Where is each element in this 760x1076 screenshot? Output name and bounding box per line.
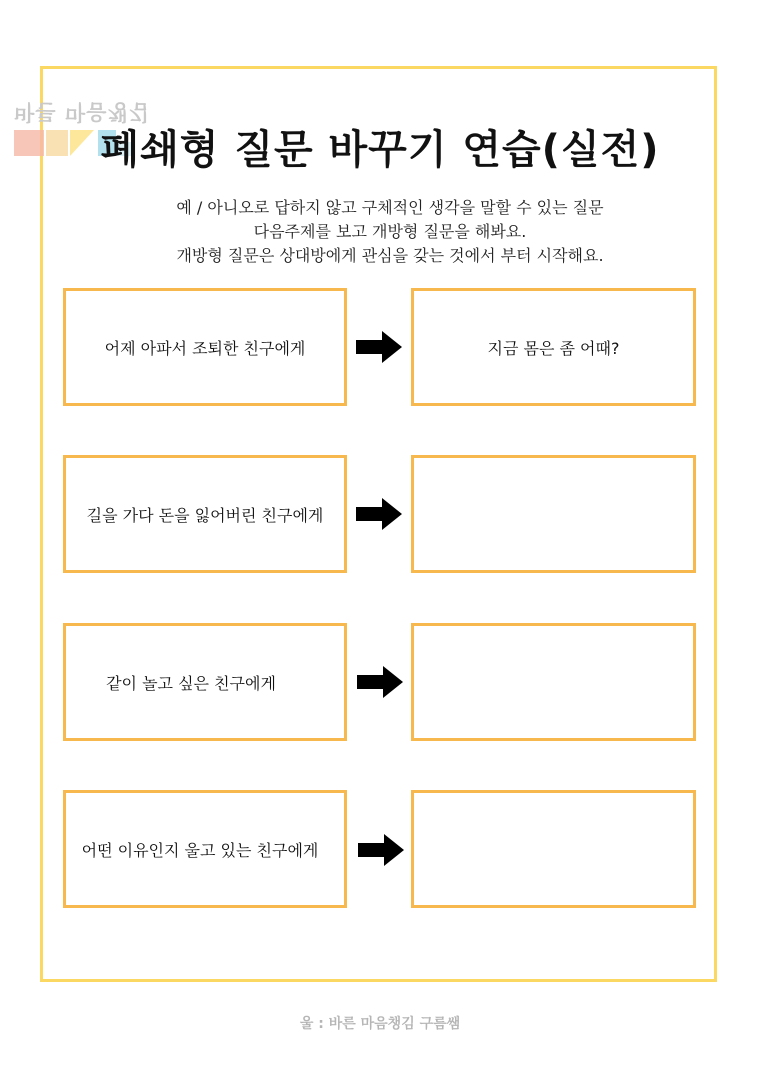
page-title: 폐쇄형 질문 바꾸기 연습(실전) (100, 127, 660, 173)
arrow-right-icon (357, 666, 403, 698)
prompt-box-3 (63, 623, 347, 741)
answer-box-3[interactable] (411, 623, 696, 741)
answer-box-4[interactable] (411, 790, 696, 908)
answer-text: 지금 몸은 좀 어때? (487, 338, 620, 358)
answer-box-1[interactable] (411, 288, 696, 406)
instruction-line-2: 다음주제를 보고 개방형 질문을 해봐요. (253, 222, 527, 241)
prompt-text: 같이 놀고 싶은 친구에게 (106, 673, 276, 693)
prompt-box-4 (63, 790, 347, 908)
arrow-right-icon (356, 498, 402, 530)
arrow-right-icon (356, 331, 402, 363)
prompt-box-2 (63, 455, 347, 573)
prompt-box-1 (63, 288, 347, 406)
logo-text: 바른 마음챙김 (14, 100, 151, 124)
instruction-line-1: 예 / 아니오로 답하지 않고 구체적인 생각을 말할 수 있는 질문 (176, 198, 604, 217)
arrow-right-icon (358, 834, 404, 866)
instruction-line-3: 개방형 질문은 상대방에게 관심을 갖는 것에서 부터 시작해요. (176, 246, 604, 265)
prompt-text: 길을 가다 돈을 잃어버린 친구에게 (86, 505, 324, 525)
prompt-text: 어제 아파서 조퇴한 친구에게 (104, 338, 306, 358)
prompt-text: 어떤 이유인지 울고 있는 친구에게 (81, 840, 319, 860)
answer-box-2[interactable] (411, 455, 696, 573)
footer-credit: 울 : 바른 마음챙김 구름쌤 (299, 1016, 461, 1032)
